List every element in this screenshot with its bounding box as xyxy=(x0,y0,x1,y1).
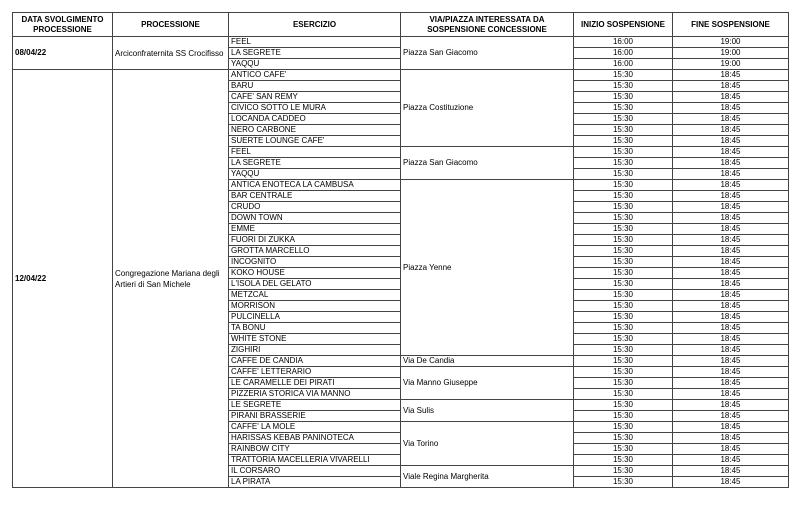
esercizio-cell: L'ISOLA DEL GELATO xyxy=(229,279,401,290)
header-esercizio: ESERCIZIO xyxy=(229,13,401,37)
esercizio-cell: LE SEGRETE xyxy=(229,400,401,411)
inizio-cell: 15:30 xyxy=(574,389,673,400)
fine-cell: 18:45 xyxy=(673,202,789,213)
fine-cell: 18:45 xyxy=(673,433,789,444)
header-fine: FINE SOSPENSIONE xyxy=(673,13,789,37)
inizio-cell: 15:30 xyxy=(574,356,673,367)
via-cell: Viale Regina Margherita xyxy=(401,466,574,488)
fine-cell: 18:45 xyxy=(673,455,789,466)
esercizio-cell: YAQQU xyxy=(229,59,401,70)
esercizio-cell: ZIGHIRI xyxy=(229,345,401,356)
header-row xyxy=(13,13,789,37)
esercizio-cell: WHITE STONE xyxy=(229,334,401,345)
inizio-cell: 15:30 xyxy=(574,378,673,389)
esercizio-cell: METZCAL xyxy=(229,290,401,301)
fine-cell: 18:45 xyxy=(673,191,789,202)
esercizio-cell: PULCINELLA xyxy=(229,312,401,323)
suspension-table xyxy=(12,12,789,488)
header-date: DATA SVOLGIMENTO PROCESSIONE xyxy=(13,13,113,37)
fine-cell: 18:45 xyxy=(673,213,789,224)
date-cell: 08/04/22 xyxy=(13,37,113,70)
esercizio-cell: GROTTA MARCELLO xyxy=(229,246,401,257)
esercizio-cell: FUORI DI ZUKKA xyxy=(229,235,401,246)
esercizio-cell: IL CORSARO xyxy=(229,466,401,477)
fine-cell: 18:45 xyxy=(673,422,789,433)
inizio-cell: 15:30 xyxy=(574,334,673,345)
inizio-cell: 15:30 xyxy=(574,103,673,114)
inizio-cell: 15:30 xyxy=(574,444,673,455)
table-body xyxy=(13,37,789,488)
inizio-cell: 15:30 xyxy=(574,147,673,158)
via-cell: Via Torino xyxy=(401,422,574,466)
fine-cell: 18:45 xyxy=(673,389,789,400)
esercizio-cell: PIRANI BRASSERIE xyxy=(229,411,401,422)
inizio-cell: 15:30 xyxy=(574,290,673,301)
fine-cell: 19:00 xyxy=(673,37,789,48)
via-cell: Piazza Yenne xyxy=(401,180,574,356)
inizio-cell: 15:30 xyxy=(574,279,673,290)
fine-cell: 18:45 xyxy=(673,411,789,422)
inizio-cell: 15:30 xyxy=(574,257,673,268)
fine-cell: 18:45 xyxy=(673,312,789,323)
via-cell: Via De Candia xyxy=(401,356,574,367)
fine-cell: 18:45 xyxy=(673,290,789,301)
inizio-cell: 15:30 xyxy=(574,268,673,279)
fine-cell: 18:45 xyxy=(673,136,789,147)
esercizio-cell: KOKO HOUSE xyxy=(229,268,401,279)
via-cell: Via Sulis xyxy=(401,400,574,422)
inizio-cell: 16:00 xyxy=(574,37,673,48)
fine-cell: 18:45 xyxy=(673,169,789,180)
procession-cell: Congregazione Mariana degli Artieri di San Michele xyxy=(113,70,229,488)
fine-cell: 18:45 xyxy=(673,466,789,477)
fine-cell: 18:45 xyxy=(673,125,789,136)
esercizio-cell: DOWN TOWN xyxy=(229,213,401,224)
fine-cell: 18:45 xyxy=(673,70,789,81)
inizio-cell: 15:30 xyxy=(574,136,673,147)
fine-cell: 18:45 xyxy=(673,103,789,114)
inizio-cell: 15:30 xyxy=(574,400,673,411)
inizio-cell: 15:30 xyxy=(574,81,673,92)
inizio-cell: 15:30 xyxy=(574,367,673,378)
esercizio-cell: TRATTORIA MACELLERIA VIVARELLI xyxy=(229,455,401,466)
inizio-cell: 15:30 xyxy=(574,466,673,477)
inizio-cell: 15:30 xyxy=(574,312,673,323)
inizio-cell: 15:30 xyxy=(574,477,673,488)
inizio-cell: 15:30 xyxy=(574,70,673,81)
fine-cell: 18:45 xyxy=(673,180,789,191)
inizio-cell: 15:30 xyxy=(574,92,673,103)
fine-cell: 18:45 xyxy=(673,81,789,92)
esercizio-cell: MORRISON xyxy=(229,301,401,312)
inizio-cell: 15:30 xyxy=(574,180,673,191)
esercizio-cell: LA SEGRETE xyxy=(229,48,401,59)
fine-cell: 18:45 xyxy=(673,279,789,290)
esercizio-cell: EMME xyxy=(229,224,401,235)
esercizio-cell: CRUDO xyxy=(229,202,401,213)
esercizio-cell: CAFFE DE CANDIA xyxy=(229,356,401,367)
fine-cell: 18:45 xyxy=(673,235,789,246)
header-procession: PROCESSIONE xyxy=(113,13,229,37)
esercizio-cell: FEEL xyxy=(229,147,401,158)
fine-cell: 18:45 xyxy=(673,367,789,378)
header-via: VIA/PIAZZA INTERESSATA DA SOSPENSIONE CONCESSIONE xyxy=(401,13,574,37)
fine-cell: 18:45 xyxy=(673,334,789,345)
esercizio-cell: CAFE' SAN REMY xyxy=(229,92,401,103)
esercizio-cell: LE CARAMELLE DEI PIRATI xyxy=(229,378,401,389)
esercizio-cell: YAQQU xyxy=(229,169,401,180)
via-cell: Piazza Costituzione xyxy=(401,70,574,147)
fine-cell: 18:45 xyxy=(673,400,789,411)
esercizio-cell: FEEL xyxy=(229,37,401,48)
fine-cell: 18:45 xyxy=(673,257,789,268)
fine-cell: 18:45 xyxy=(673,158,789,169)
inizio-cell: 15:30 xyxy=(574,213,673,224)
esercizio-cell: CAFFE' LETTERARIO xyxy=(229,367,401,378)
fine-cell: 18:45 xyxy=(673,224,789,235)
fine-cell: 19:00 xyxy=(673,48,789,59)
inizio-cell: 15:30 xyxy=(574,323,673,334)
fine-cell: 18:45 xyxy=(673,378,789,389)
esercizio-cell: BARU xyxy=(229,81,401,92)
esercizio-cell: TA BONU xyxy=(229,323,401,334)
fine-cell: 18:45 xyxy=(673,301,789,312)
fine-cell: 18:45 xyxy=(673,147,789,158)
inizio-cell: 15:30 xyxy=(574,114,673,125)
esercizio-cell: INCOGNITO xyxy=(229,257,401,268)
esercizio-cell: LA PIRATA xyxy=(229,477,401,488)
esercizio-cell: CIVICO SOTTO LE MURA xyxy=(229,103,401,114)
procession-cell: Arciconfraternita SS Crocifisso xyxy=(113,37,229,70)
inizio-cell: 15:30 xyxy=(574,455,673,466)
via-cell: Piazza San Giacomo xyxy=(401,147,574,180)
esercizio-cell: PIZZERIA STORICA VIA MANNO xyxy=(229,389,401,400)
fine-cell: 19:00 xyxy=(673,59,789,70)
table-row xyxy=(13,70,789,81)
header-inizio: INIZIO SOSPENSIONE xyxy=(574,13,673,37)
via-cell: Via Manno Giuseppe xyxy=(401,367,574,400)
inizio-cell: 15:30 xyxy=(574,158,673,169)
inizio-cell: 15:30 xyxy=(574,202,673,213)
date-cell: 12/04/22 xyxy=(13,70,113,488)
fine-cell: 18:45 xyxy=(673,268,789,279)
esercizio-cell: RAINBOW CITY xyxy=(229,444,401,455)
inizio-cell: 15:30 xyxy=(574,125,673,136)
inizio-cell: 15:30 xyxy=(574,345,673,356)
inizio-cell: 15:30 xyxy=(574,191,673,202)
inizio-cell: 15:30 xyxy=(574,433,673,444)
inizio-cell: 15:30 xyxy=(574,169,673,180)
inizio-cell: 15:30 xyxy=(574,246,673,257)
esercizio-cell: HARISSAS KEBAB PANINOTECA xyxy=(229,433,401,444)
inizio-cell: 15:30 xyxy=(574,224,673,235)
esercizio-cell: LA SEGRETE xyxy=(229,158,401,169)
fine-cell: 18:45 xyxy=(673,246,789,257)
esercizio-cell: BAR CENTRALE xyxy=(229,191,401,202)
esercizio-cell: ANTICO CAFE' xyxy=(229,70,401,81)
esercizio-cell: CAFFE' LA MOLE xyxy=(229,422,401,433)
inizio-cell: 15:30 xyxy=(574,422,673,433)
fine-cell: 18:45 xyxy=(673,345,789,356)
inizio-cell: 15:30 xyxy=(574,411,673,422)
fine-cell: 18:45 xyxy=(673,323,789,334)
via-cell: Piazza San Giacomo xyxy=(401,37,574,70)
esercizio-cell: NERO CARBONE xyxy=(229,125,401,136)
fine-cell: 18:45 xyxy=(673,477,789,488)
fine-cell: 18:45 xyxy=(673,114,789,125)
esercizio-cell: LOCANDA CADDEO xyxy=(229,114,401,125)
esercizio-cell: ANTICA ENOTECA LA CAMBUSA xyxy=(229,180,401,191)
inizio-cell: 16:00 xyxy=(574,59,673,70)
fine-cell: 18:45 xyxy=(673,92,789,103)
inizio-cell: 15:30 xyxy=(574,301,673,312)
inizio-cell: 15:30 xyxy=(574,235,673,246)
fine-cell: 18:45 xyxy=(673,356,789,367)
esercizio-cell: SUERTE LOUNGE CAFE' xyxy=(229,136,401,147)
table-row xyxy=(13,37,789,48)
fine-cell: 18:45 xyxy=(673,444,789,455)
inizio-cell: 16:00 xyxy=(574,48,673,59)
